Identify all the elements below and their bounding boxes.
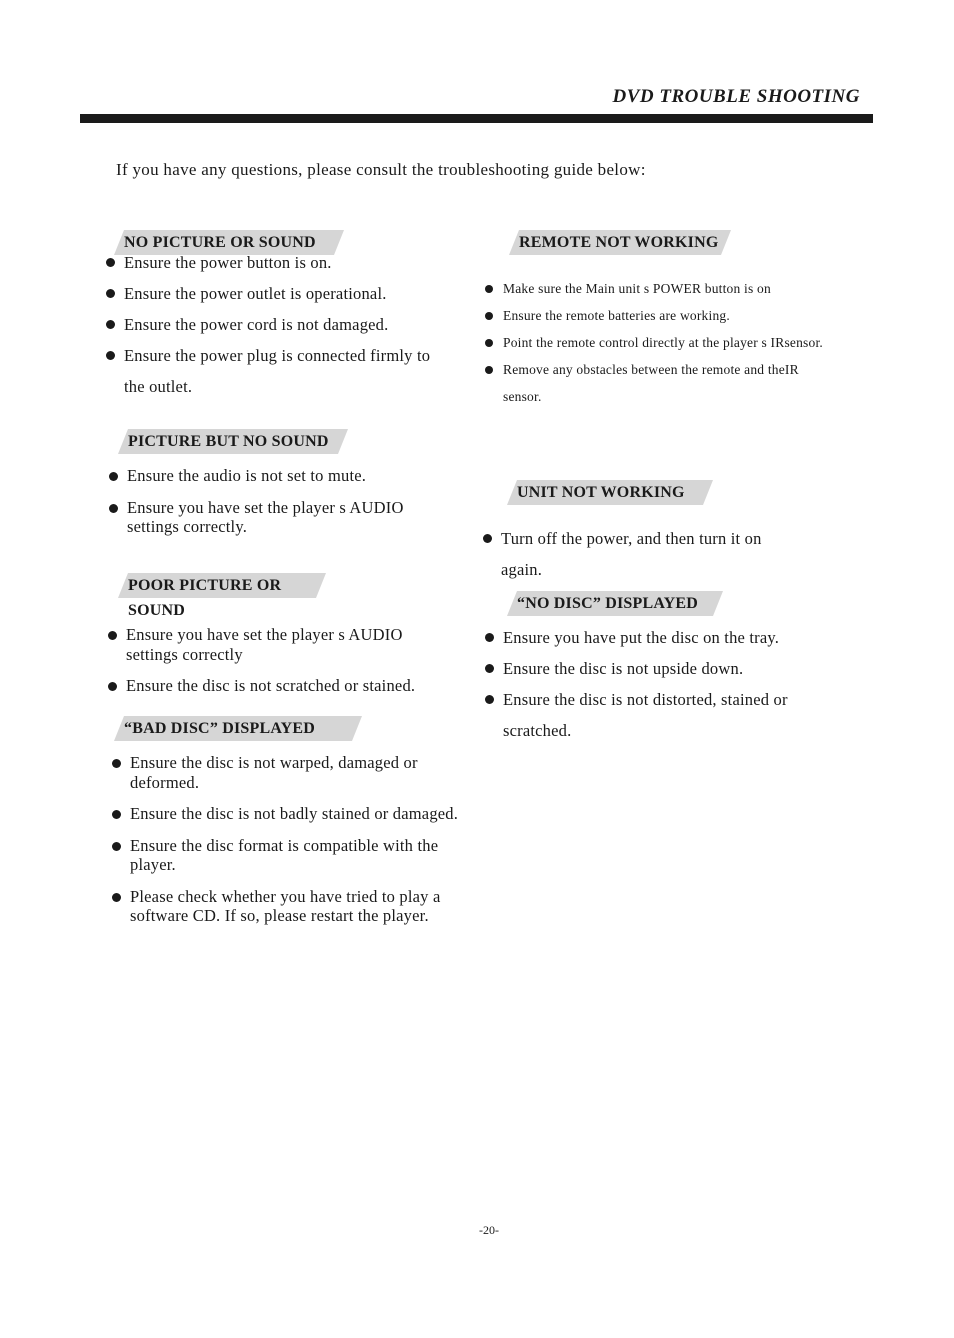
list-item: Make sure the Main unit s POWER button is on <box>485 275 825 302</box>
page-title: DVD TROUBLE SHOOTING <box>612 86 860 107</box>
list-item: Ensure the power plug is connected firmly to the outlet. <box>106 340 444 402</box>
list-item: Ensure the audio is not set to mute. <box>109 466 429 486</box>
list-item: Ensure the disc is not badly stained or damaged. <box>112 804 472 824</box>
section-header: REMOTE NOT WORKING <box>509 230 731 255</box>
section-no-picture <box>114 230 444 402</box>
section-unit <box>501 480 847 585</box>
list-item: Ensure you have set the player s AUDIO settings correctly <box>108 625 428 664</box>
section-header: POOR PICTURE OR SOUND <box>118 573 326 598</box>
section-header: NO PICTURE OR SOUND <box>114 230 344 255</box>
page-number: -20- <box>479 1223 499 1237</box>
header-rule <box>80 114 873 123</box>
list-item: Ensure the power outlet is operational. <box>106 278 444 309</box>
section-no-disc <box>503 591 857 746</box>
section-poor-picture <box>118 573 458 708</box>
checklist <box>485 622 835 746</box>
list-item: Ensure the disc is not warped, damaged or deformed. <box>112 753 472 792</box>
list-item: Ensure the disc format is compatible with the player. <box>112 836 472 875</box>
section-remote <box>503 230 849 410</box>
checklist <box>112 753 472 926</box>
checklist <box>485 275 825 410</box>
list-item: Ensure you have put the disc on the tray. <box>485 622 835 653</box>
list-item: Turn off the power, and then turn it on again. <box>483 523 803 585</box>
list-item: Ensure the disc is not scratched or stained. <box>108 676 428 696</box>
section-bad-disc <box>114 716 484 938</box>
checklist <box>106 247 444 402</box>
list-item: Ensure the disc is not distorted, stained or scratched. <box>485 684 835 746</box>
list-item: Point the remote control directly at the player s IRsensor. <box>485 329 825 356</box>
section-header: PICTURE BUT NO SOUND <box>118 429 348 454</box>
list-item: Ensure the disc is not upside down. <box>485 653 835 684</box>
checklist <box>109 466 429 537</box>
section-header: “NO DISC” DISPLAYED <box>507 591 723 616</box>
section-header: “BAD DISC” DISPLAYED <box>114 716 362 741</box>
list-item: Ensure you have set the player s AUDIO settings correctly. <box>109 498 429 537</box>
section-picture-no-sound <box>118 429 448 549</box>
list-item: Ensure the power button is on. <box>106 247 444 278</box>
list-item: Remove any obstacles between the remote and theIR sensor. <box>485 356 825 410</box>
list-item: Ensure the power cord is not damaged. <box>106 309 444 340</box>
checklist <box>108 625 428 696</box>
checklist <box>483 523 803 585</box>
intro-text: If you have any questions, please consult the troubleshooting guide below: <box>116 160 646 179</box>
list-item: Please check whether you have tried to play a software CD. If so, please restart the player. <box>112 887 472 926</box>
section-header: UNIT NOT WORKING <box>507 480 713 505</box>
list-item: Ensure the remote batteries are working. <box>485 302 825 329</box>
